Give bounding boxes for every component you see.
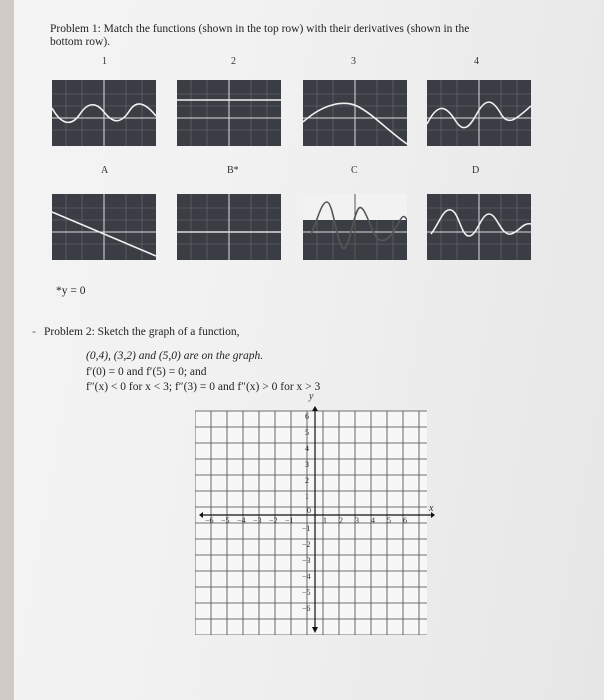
- x-tick: −5: [221, 516, 230, 525]
- problem2-title: Problem 2: Sketch the graph of a function,: [44, 326, 240, 338]
- problem1-text-line2: bottom row).: [50, 36, 111, 48]
- problem2-bullet: -: [32, 326, 36, 338]
- derivative-graph-d: [427, 194, 531, 260]
- function-graph-1: [52, 80, 156, 146]
- problem1-text-line1: Problem 1: Match the functions (shown in the top row) with their derivatives (shown in the: [50, 23, 470, 35]
- x-tick: −6: [205, 516, 214, 525]
- y-tick: −3: [302, 556, 311, 565]
- y-tick: 5: [305, 428, 309, 437]
- derivative-graph-a: [52, 194, 156, 260]
- x-tick: −4: [237, 516, 246, 525]
- x-tick: 5: [387, 516, 391, 525]
- function-graph-2: [177, 80, 281, 146]
- origin-label: 0: [307, 506, 311, 515]
- bottom-label-c: C: [351, 165, 358, 176]
- x-tick: 4: [371, 516, 375, 525]
- y-tick: 4: [305, 444, 309, 453]
- y-tick: 1: [305, 492, 309, 501]
- top-label-2: 2: [231, 56, 236, 67]
- y-tick: −5: [302, 588, 311, 597]
- function-graph-3: [303, 80, 407, 146]
- x-tick: 6: [403, 516, 407, 525]
- bottom-label-b: B*: [227, 165, 239, 176]
- top-label-4: 4: [474, 56, 479, 67]
- x-tick: 2: [339, 516, 343, 525]
- problem2-condition-second-derivative: f″(x) < 0 for x < 3; f″(3) = 0 and f″(x) > 0 for x > 3: [86, 381, 321, 393]
- x-tick: −2: [269, 516, 278, 525]
- top-label-1: 1: [102, 56, 107, 67]
- function-graph-4: [427, 80, 531, 146]
- y-tick: 2: [305, 476, 309, 485]
- y-tick: 3: [305, 460, 309, 469]
- bottom-label-a: A: [101, 165, 109, 176]
- x-tick: −3: [253, 516, 262, 525]
- top-label-3: 3: [351, 56, 356, 67]
- problem2-condition-points: (0,4), (3,2) and (5,0) are on the graph.: [86, 350, 264, 362]
- y-tick: −6: [302, 604, 311, 613]
- problem2-condition-first-derivative: f′(0) = 0 and f′(5) = 0; and: [86, 366, 207, 378]
- bottom-label-d: D: [472, 165, 480, 176]
- y-axis-label: y: [309, 391, 314, 402]
- x-axis-label: x: [429, 503, 434, 514]
- y-tick: 6: [305, 412, 309, 421]
- y-tick: −1: [302, 524, 311, 533]
- x-tick: −1: [285, 516, 294, 525]
- x-tick: 3: [355, 516, 359, 525]
- y-tick: −2: [302, 540, 311, 549]
- derivative-graph-b: [177, 194, 281, 260]
- derivative-graph-c: [303, 194, 407, 260]
- blank-coordinate-grid[interactable]: [195, 391, 435, 635]
- x-tick: 1: [323, 516, 327, 525]
- y-tick: −4: [302, 572, 311, 581]
- footnote-y-equals-zero: *y = 0: [56, 285, 86, 297]
